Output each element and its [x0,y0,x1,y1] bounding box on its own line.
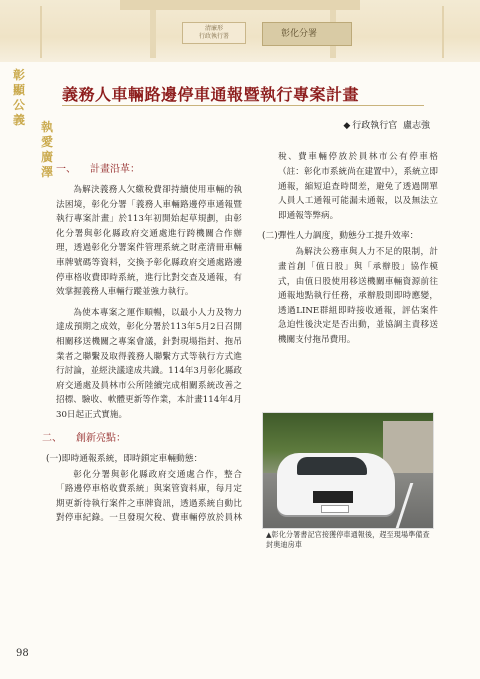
photo-car-grill [313,491,353,503]
section-title: 創新亮點： [76,432,126,444]
left-column [42,160,242,532]
photo-caption: ▲彰化分署書記官接獲停車通報後，趕至現場準備查封奧迪房車 [266,530,430,549]
side-motto-right: 執愛廣澤 [40,120,53,179]
title-divider [62,105,424,106]
building-plaque: 清廉形 行政執行署 [182,22,246,44]
paragraph: 為解決義務人欠繳稅費卻持續使用車輛的執法困境，彰化分署「義務人車輛路邊停車通報暨執行專案計畫」於113年初開始起草規劃，由彰化分署與彰化縣政府交通處進行跨機關合作辦理，透過彰化分署案件管理系統之財產清冊車輛車牌號碼等資料，交換予彰化縣政府交通處路邊停車格收費即時系統，進行比對交查及通報，有效掌握義務人車輛行蹤並強力執行。 [56,185,242,298]
header-banner [0,0,480,62]
photo-car-windshield [297,457,367,475]
paragraph: 為解決公務車與人力不足的限制，計畫首創「值日股」與「承辦股」協作模式，由值日股使用移送機關車輛資源前往通報地點執行任務，承辦股則即時應變，透過LINE群組即時接收通報，評估案件急迫性後決定是否出動，並協調主責移送機關支付拖吊費用。 [278,247,438,345]
section-heading-1 [56,160,242,175]
right-column [262,150,438,354]
page-number: 98 [16,648,29,659]
page-title: 義務人車輛路邊停車通報暨執行專案計畫 [62,85,360,104]
byline [343,118,430,131]
paragraph: 為使本專案之運作順暢，以最小人力及物力達成預期之成效，彰化分署於113年5月2日召開相關移送機關之專案會議，針對現場指封、拖吊業者之聯繫及取得義務人聯繫方式等執行方式進行討論，並經決議達成共識。114年3月彰化縣政府交通處及員林市公所陸續完成相關系統改善之招標、驗收、軟體更新等作業，本計畫114年4月30日起正式實施。 [56,307,242,420]
section-title: 計畫沿革： [90,164,140,175]
building-column [150,10,156,58]
section-number: 二、 [42,432,62,444]
paragraph-continued [278,150,438,223]
side-motto-left: 彰顯公義 [12,68,25,127]
subsection-heading: (二)彈性人力調度，動態分工提升效率： [262,231,419,242]
author-role: 行政執行官 [352,121,398,131]
car-photo [262,412,434,529]
paragraph-text: 稅、費車輛停放於員林市公有停車格（註：彰化市系統尚在建置中），系統立即通報，縮短追查時間差，避免了透過開單人員人工通報可能漏未通報，以及無法立即通報等弊病。 [278,152,438,221]
diamond-icon: ◆ [343,121,351,131]
photo-car-plate [321,505,349,513]
section-number: 一、 [56,164,76,175]
building-sign: 彰化分署 [262,22,352,46]
section-heading-2 [42,429,242,444]
author-name: 盧志強 [402,121,430,131]
paragraph: 彰化分署與彰化縣政府交通處合作，整合「路邊停車格收費系統」與案管資料庫，每月定期更新待執行案件之車牌資訊，透過系統自動比對停車紀錄。一旦發現欠稅、費車輛停放於員林 [56,469,242,524]
subsection-heading: (一)即時通報系統，即時鎖定車輛動態： [46,453,203,464]
